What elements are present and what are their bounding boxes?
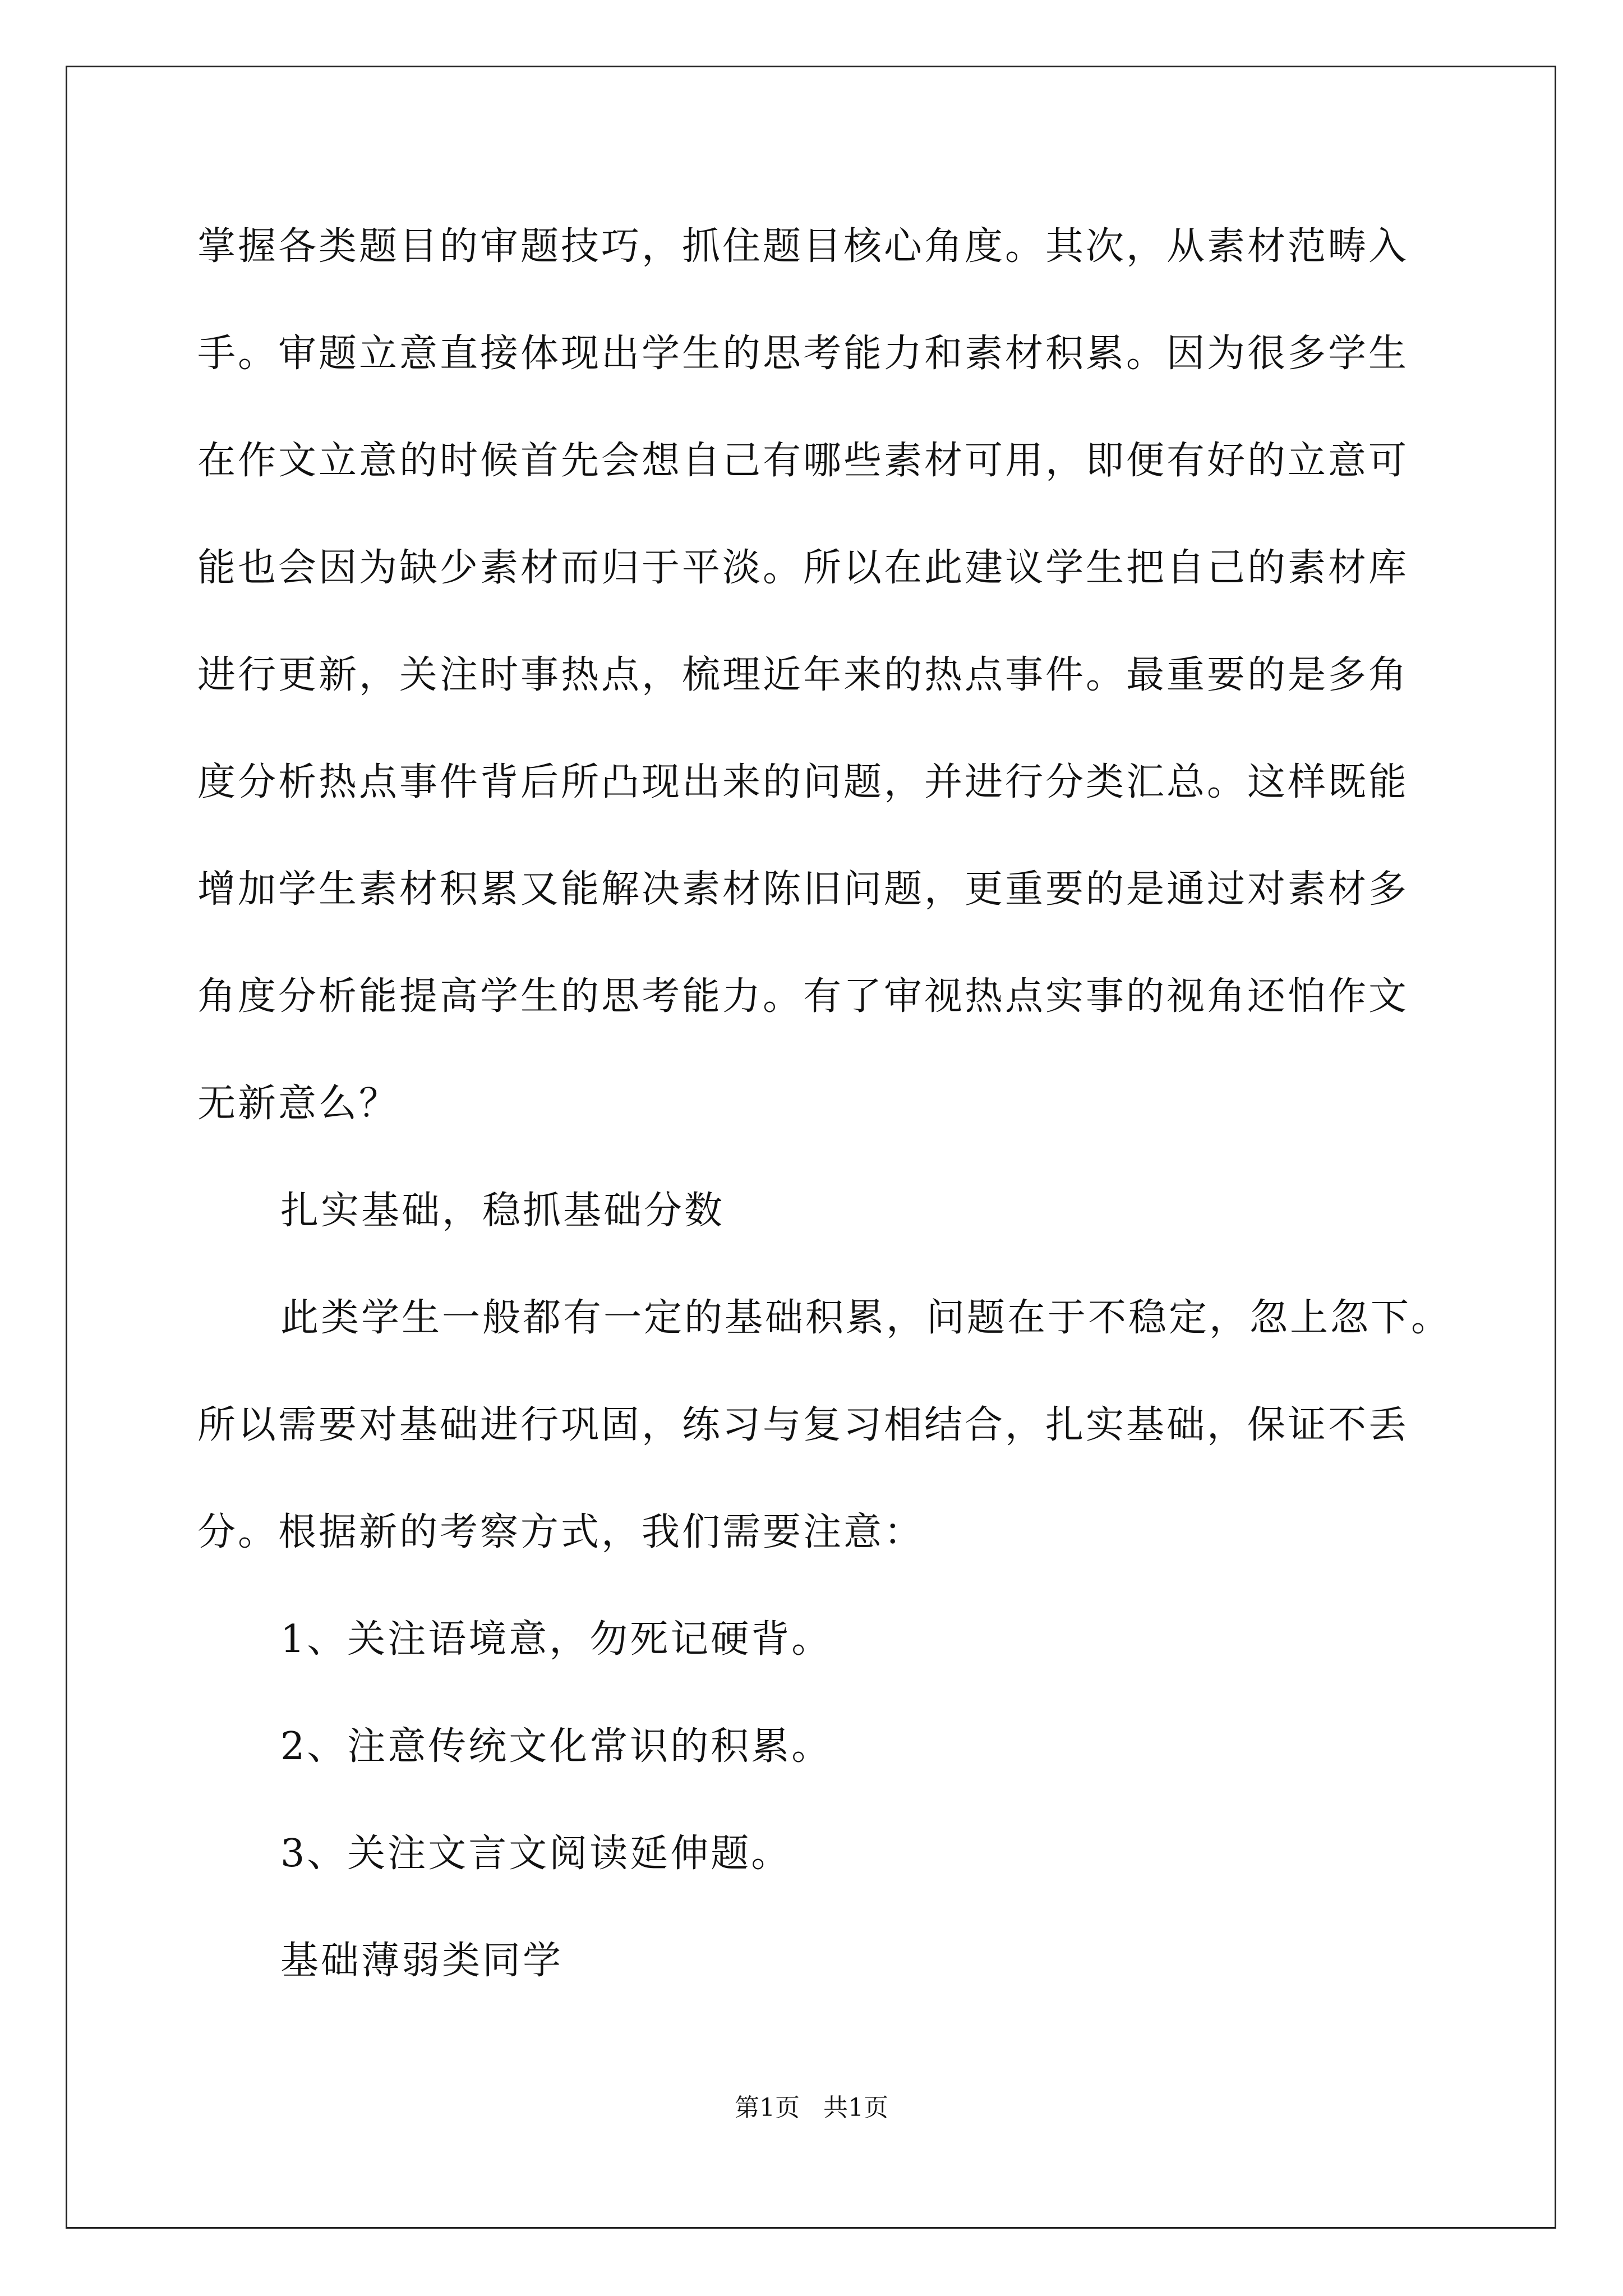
paragraph-line: 进行更新，关注时事热点，梳理近年来的热点事件。最重要的是多角 [197, 653, 1409, 697]
paragraph-line: 角度分析能提高学生的思考能力。有了审视热点实事的视角还怕作文 [197, 974, 1409, 1019]
paragraph-line: 度分析热点事件背后所凸现出来的问题，并进行分类汇总。这样既能 [197, 760, 1409, 804]
paragraph-line: 手。审题立意直接体现出学生的思考能力和素材积累。因为很多学生 [197, 332, 1409, 376]
paragraph-line: 能也会因为缺少素材而归于平淡。所以在此建议学生把自己的素材库 [197, 546, 1409, 590]
list-item: 1、关注语境意，勿死记硬背。 [280, 1617, 832, 1662]
page-number-footer: 第1页 共1页 [735, 2093, 888, 2122]
paragraph-line: 分。根据新的考察方式，我们需要注意： [197, 1510, 925, 1554]
paragraph-line: 所以需要对基础进行巩固，练习与复习相结合，扎实基础，保证不丢 [197, 1403, 1409, 1447]
section-heading: 扎实基础，稳抓基础分数 [280, 1189, 725, 1233]
section-heading: 基础薄弱类同学 [280, 1939, 564, 1983]
paragraph-line: 增加学生素材积累又能解决素材陈旧问题，更重要的是通过对素材多 [197, 867, 1409, 912]
paragraph-line: 掌握各类题目的审题技巧，抓住题目核心角度。其次，从素材范畴入 [197, 224, 1409, 269]
paragraph-line: 此类学生一般都有一定的基础积累，问题在于不稳定，忽上忽下。 [280, 1296, 1452, 1340]
paragraph-line: 无新意么？ [197, 1082, 400, 1126]
paragraph-line: 在作文立意的时候首先会想自己有哪些素材可用，即便有好的立意可 [197, 439, 1409, 483]
page-frame [66, 66, 1556, 2229]
list-item: 3、关注文言文阅读延伸题。 [280, 1832, 792, 1876]
list-item: 2、注意传统文化常识的积累。 [280, 1724, 832, 1769]
